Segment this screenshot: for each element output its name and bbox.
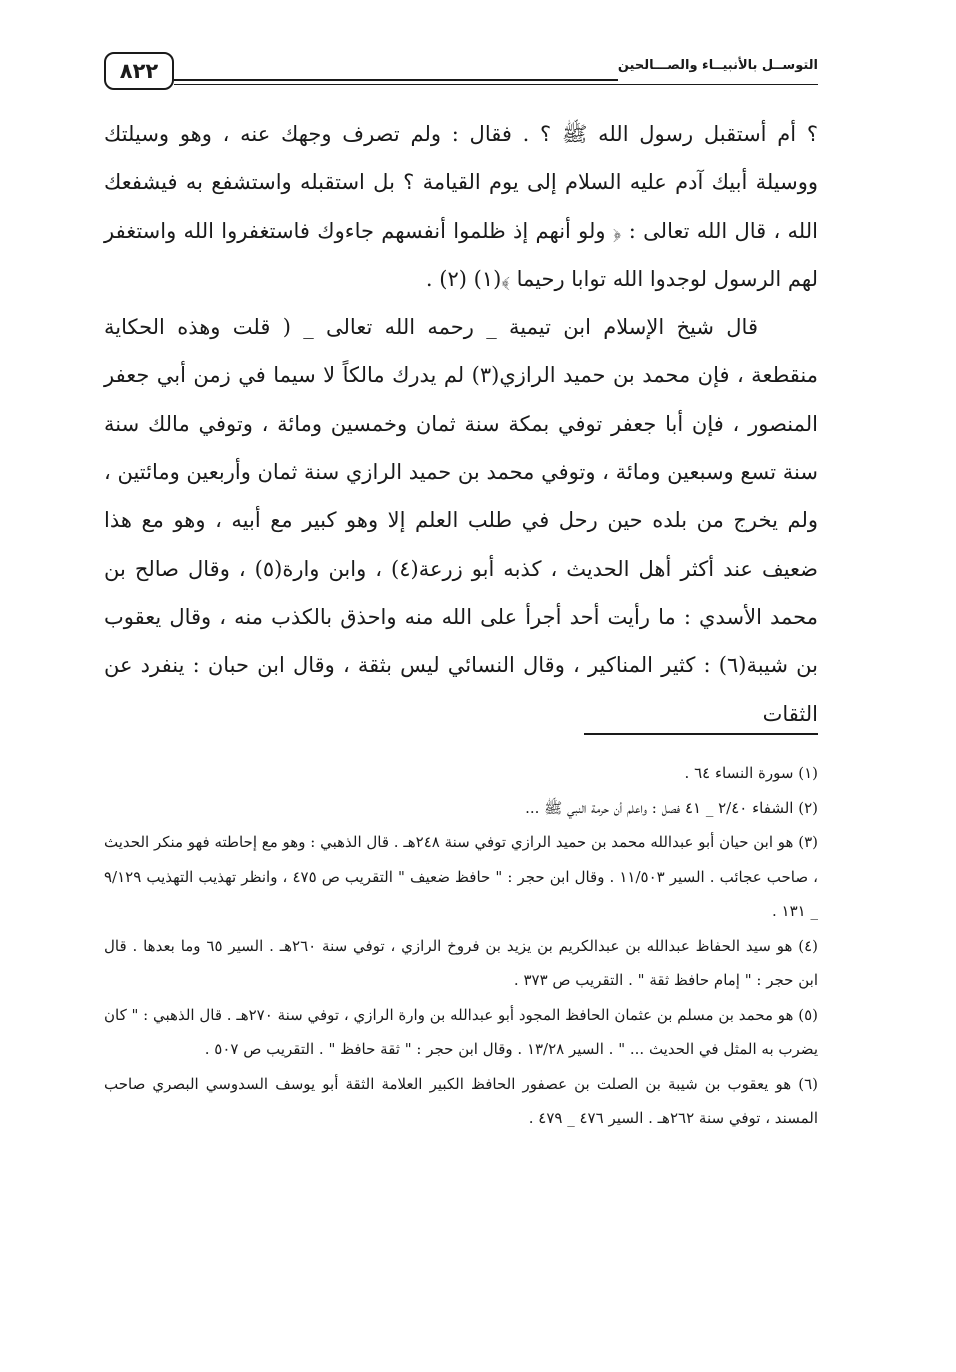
footnote-4: (٤) هو سيد الحفاظ عبدالله بن عبدالكريم بن يزيد بن فروخ الرازي ، توفي سنة ٢٦٠هـ . السير ٦٥ وما بعدها . قال ابن حجر : " إمام حافظ ثقة " . التقريب ص ٣٧٣ . <box>104 936 818 989</box>
running-header <box>104 48 818 92</box>
paragraph-2: قال شيخ الإسلام ابن تيمية _ رحمه الله تعالى _ ( قلت وهذه الحكاية منقطعة ، فإن محمد بن حميد الرازي(٣) لم يدرك مالكاً لا سيما في زمن أبي جعفر المنصور ، فإن أبا جعفر توفي بمكة سنة ثمان وخمسين ومائة ، وتوفي مالك سنة سنة تسع وسبعين ومائة ، وتوفي محمد بن حميد الرازي سنة ثمان وأربعين ومائتين ، ولم يخرج من بلده حين رحل في طلب العلم إلا وهو كبير مع أبيه ، وهو مع هذا ضعيف عند أكثر أهل الحديث ، كذبه أبو زرعة(٤) ، وابن وارة(٥) ، وقال صالح بن محمد الأسدي : ما رأيت أحد أجرأ على الله منه واحذق بالكذب منه ، وقال يعقوب بن شيبة(٦) : كثير المناكير ، وقال النسائي ليس بثقة ، وقال ابن حبان : ينفرد عن الثقات <box>104 315 819 726</box>
running-title: التوســل بالأنبيــاء والصـــالحين <box>617 58 818 73</box>
header-rule-thin <box>174 84 818 85</box>
footnotes <box>104 756 818 1136</box>
page-number: ٨٢٢ <box>104 52 174 90</box>
main-text <box>104 110 818 738</box>
footnote-separator <box>584 733 818 735</box>
footnote-3: (٣) هو ابن حيان أبو عبدالله محمد بن حميد الرازي توفي سنة ٢٤٨هـ . قال الذهبي : وهو مع إحاطته فهو منكر الحديث ، صاحب عجائب . السير ١١/٥٠٣ . وقال ابن حجر : " حافظ ضعيف " التقريب ص ٤٧٥ ، وانظر تهذيب التهذيب ٩/١٢٩ _ ١٣١ . <box>104 833 818 920</box>
footnote-6: (٦) هو يعقوب بن شيبة بن الصلت بن عصفور الحافظ الكبير العلامة الثقة أبو يوسف السدوسي البصري صاحب المسند ، توفي سنة ٢٦٢هـ . السير ٤٧٦ _ ٤٧٩ . <box>104 1074 818 1127</box>
footnote-2: (٢) الشفاء ٢/٤٠ _ ٤١ فصل : واعلم أن حرمة النبي ﷺ ... <box>525 798 818 817</box>
header-rule <box>174 79 618 81</box>
paragraph-1: ؟ أم أستقبل رسول الله ﷺ ؟ . فقال : ولم تصرف وجهك عنه ، وهو وسيلتك ووسيلة أبيك آدم عليه السلام إلى يوم القيامة ؟ بل استقبله واستشفع به فيشفعك الله ، قال الله تعالى : ﴿ ولو أنهم إذ ظلموا أنفسهم جاءوك فاستغفروا الله واستغفر لهم الرسول لوجدوا الله توابا رحيما ﴾(١) (٢) . <box>104 122 818 291</box>
footnote-5: (٥) هو محمد بن مسلم بن عثمان الحافظ المجود أبو عبدالله بن وارة الرازي ، توفي سنة ٢٧٠هـ . قال الذهبي : " كان يضرب به المثل في الحديث ... " . السير ١٣/٢٨ . وقال ابن حجر : " ثقة حافظ " . التقريب ص ٥٠٧ . <box>104 1005 818 1058</box>
footnote-1: (١) سورة النساء ٦٤ . <box>684 764 818 782</box>
